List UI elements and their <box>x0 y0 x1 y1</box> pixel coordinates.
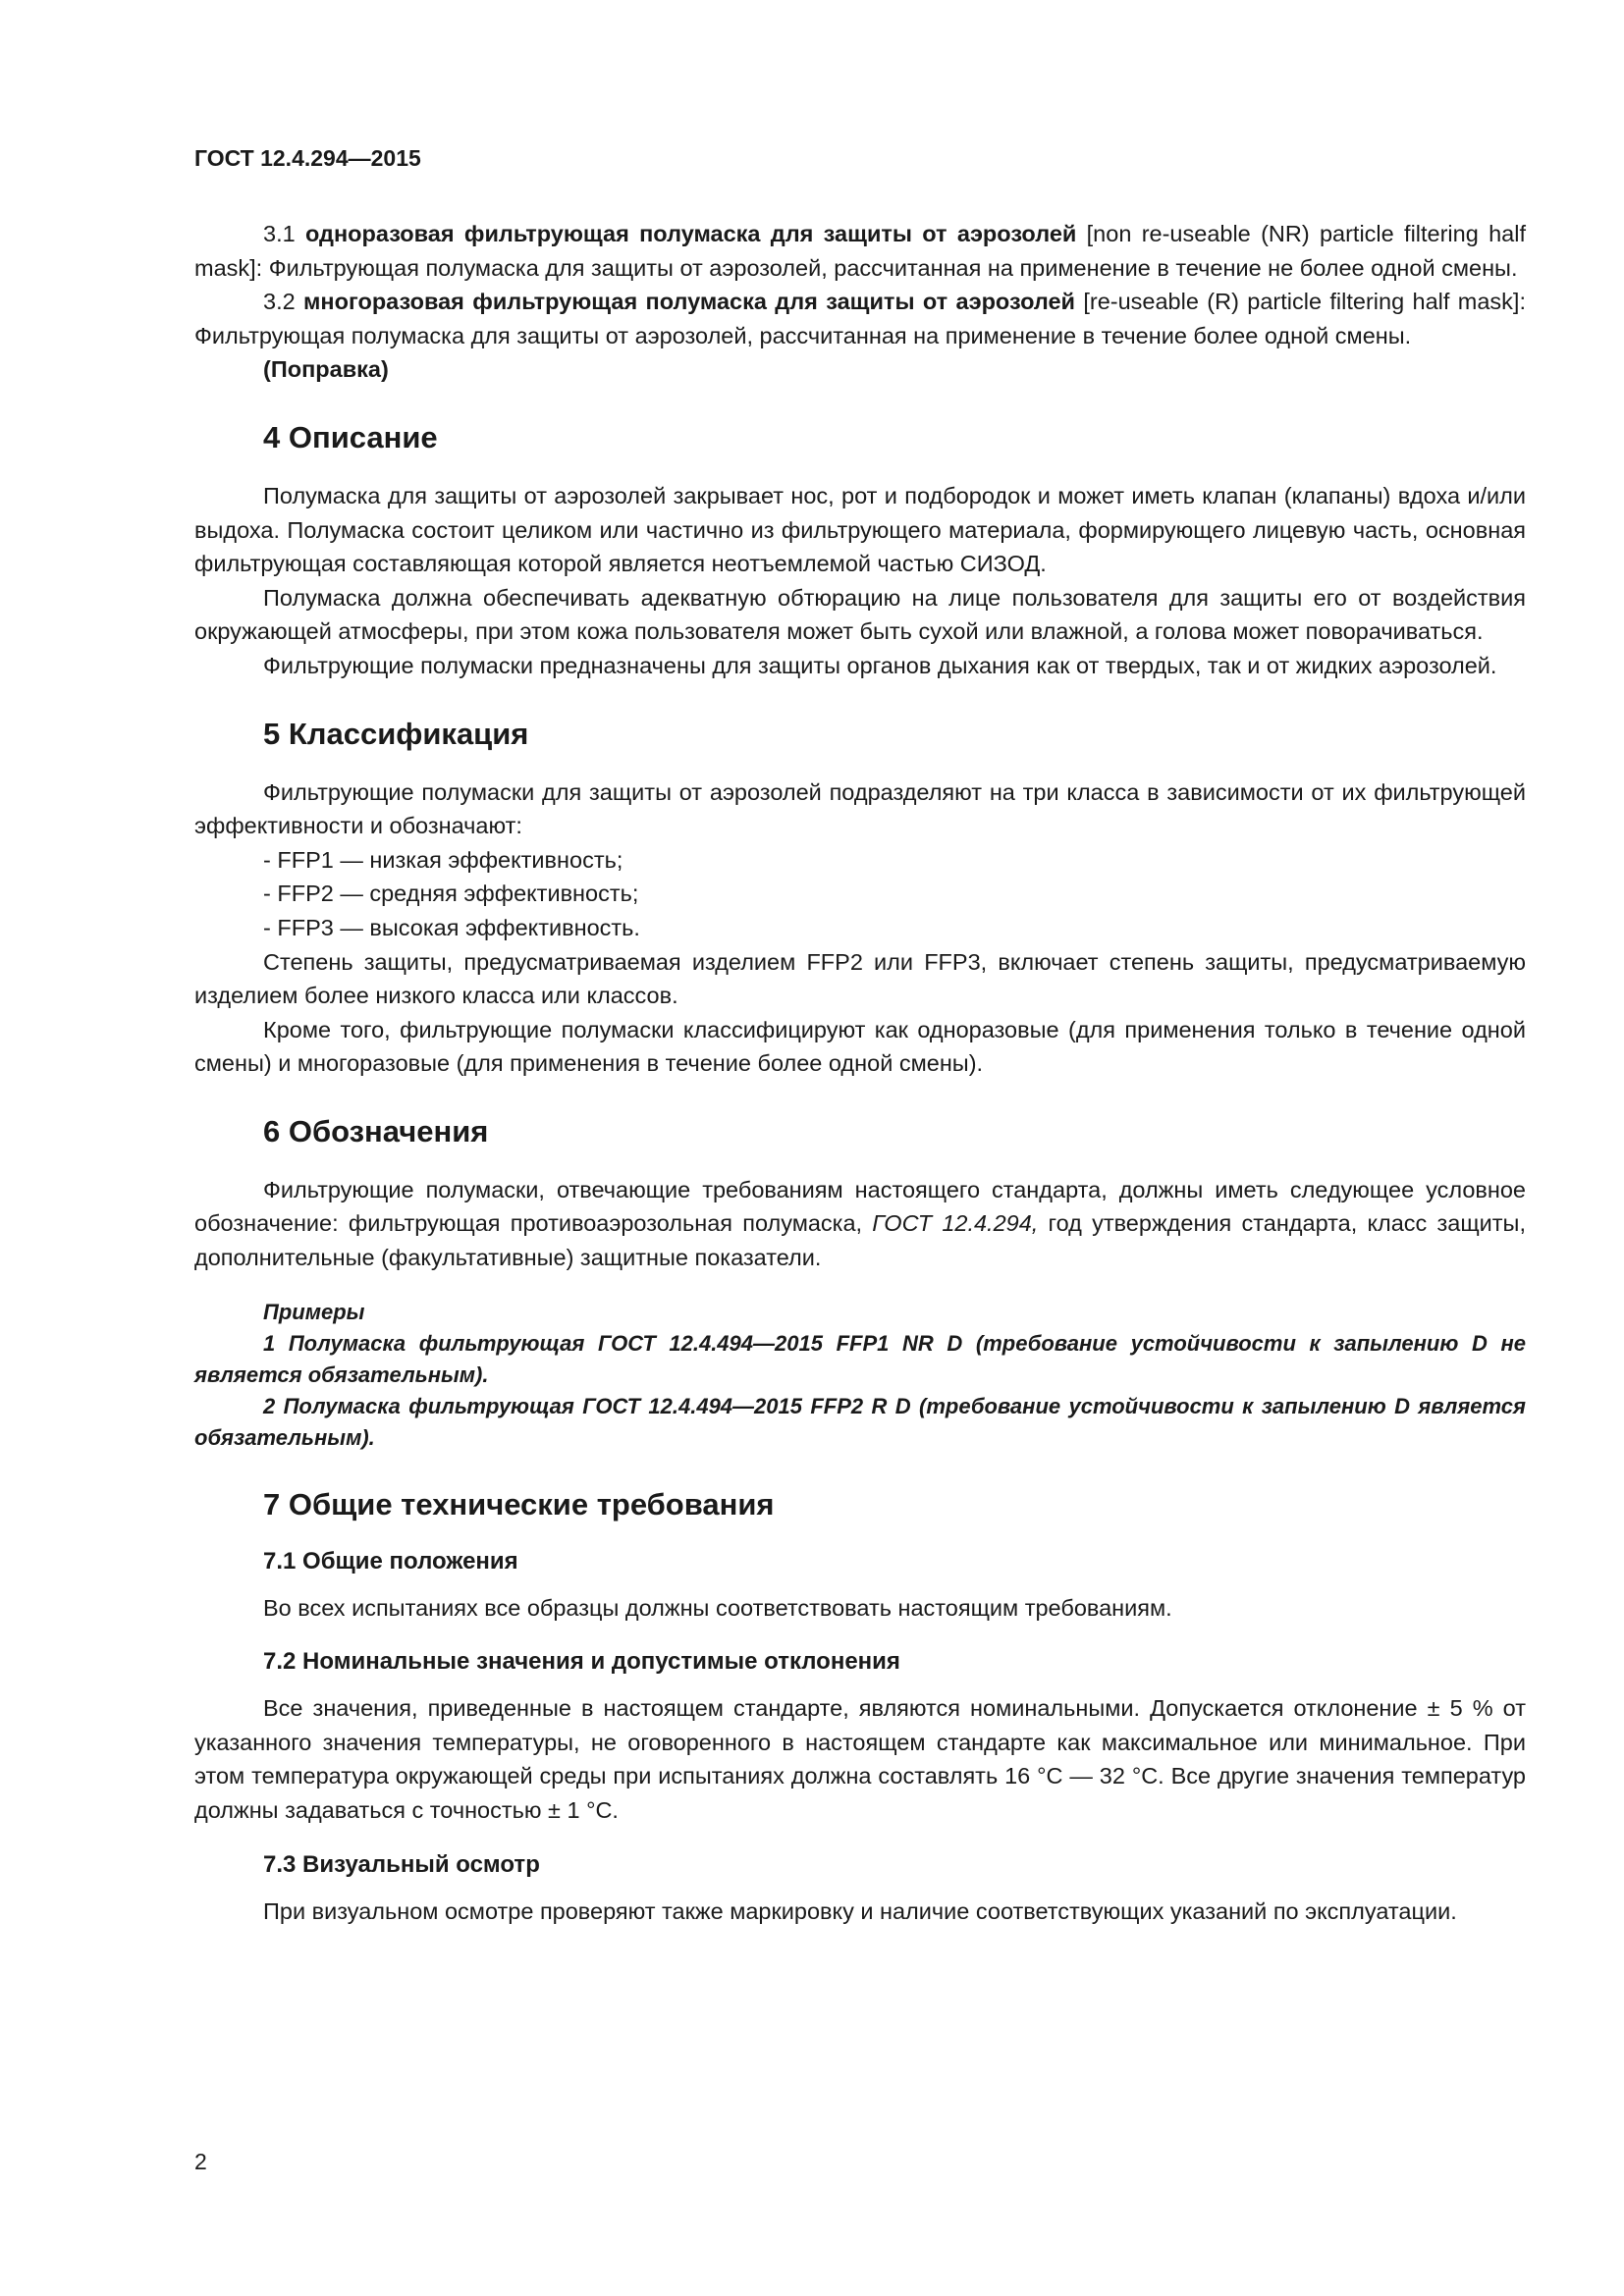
term-bold: одноразовая фильтрующая полумаска для защиты от аэрозолей <box>304 221 1077 246</box>
section-4-paragraph-2: Полумаска должна обеспечивать адекватную обтюрацию на лице пользователя для защиты его от воздействия окружающей атмосферы, при этом кожа пользователя может быть сухой или влажной, а голова может поворачиваться. <box>194 584 1526 645</box>
list-item-ffp3: - FFP3 — высокая эффективность. <box>263 914 640 940</box>
clause-number: 3.2 <box>263 289 304 315</box>
example-2: 2 Полумаска фильтрующая ГОСТ 12.4.494—2015 FFP2 R D (требование устойчивости к запылению D является обязательным). <box>194 1393 1526 1450</box>
example-1: 1 Полумаска фильтрующая ГОСТ 12.4.494—2015 FFP1 NR D (требование устойчивости к запылению D не является обязательным). <box>194 1330 1526 1387</box>
clause-number: 3.1 <box>263 221 305 246</box>
section-4-title: 4 Описание <box>263 419 438 454</box>
subsection-7-3-paragraph: При визуальном осмотре проверяют также маркировку и наличие соответствующих указаний по эксплуатации. <box>263 1897 1457 1924</box>
section-4-paragraph-1: Полумаска для защиты от аэрозолей закрывает нос, рот и подбородок и может иметь клапан (клапаны) вдоха и/или выдоха. Полумаска состоит целиком или частично из фильтрующего материала, формирующего лицевую часть, основная фильтрующая составляющая которой является неотъемлемой частью СИЗОД. <box>194 482 1526 577</box>
section-6-title: 6 Обозначения <box>263 1113 489 1148</box>
section-5-paragraph-3: Кроме того, фильтрующие полумаски классифицируют как одноразовые (для применения только в течение одной смены) и многоразовые (для применения в течение более одной смены). <box>194 1016 1526 1077</box>
subsection-7-1-title: 7.1 Общие положения <box>263 1547 518 1575</box>
page-number: 2 <box>194 2149 207 2174</box>
clause-text: [non re-useable (NR) particle filtering half mask]: Фильтрующая полумаска для защиты от аэрозолей, рассчитанная на применение в течение не более одной смены. <box>194 221 1526 281</box>
standard-reference: ГОСТ 12.4.294, <box>872 1210 1039 1237</box>
term-bold: многоразовая фильтрующая полумаска для защиты от аэрозолей <box>303 289 1075 315</box>
list-item-ffp1: - FFP1 — низкая эффективность; <box>263 846 623 873</box>
document-code-header: ГОСТ 12.4.294—2015 <box>194 145 421 171</box>
section-5-paragraph-2: Степень защиты, предусматриваемая изделием FFP2 или FFP3, включает степень защиты, предусматриваемую изделием более низкого класса или классов. <box>194 948 1526 1009</box>
examples-block <box>194 1297 1526 1454</box>
subsection-7-2-title: 7.2 Номинальные значения и допустимые отклонения <box>263 1648 900 1676</box>
clause-text: [re-useable (R) particle filtering half mask]: Фильтрующая полумаска для защиты от аэрозолей, рассчитанная на применение в течение более одной смены. <box>194 289 1526 348</box>
section-5-title: 5 Классификация <box>263 716 529 751</box>
section-5-paragraph-1: Фильтрующие полумаски для защиты от аэрозолей подразделяют на три класса в зависимости от их фильтрующей эффективности и обозначают: <box>194 778 1526 839</box>
list-item-ffp2: - FFP2 — средняя эффективность; <box>263 881 639 907</box>
designation-text-end: год утверждения стандарта, класс защиты, дополнительные (факультативные) защитные показатели. <box>194 1210 1526 1271</box>
clause-3-1 <box>194 217 1526 285</box>
section-7-title: 7 Общие технические требования <box>263 1486 775 1522</box>
section-6-paragraph-1 <box>194 1173 1526 1275</box>
clause-3-2 <box>194 285 1526 352</box>
subsection-7-1-paragraph: Во всех испытаниях все образцы должны соответствовать настоящим требованиям. <box>263 1594 1172 1621</box>
subsection-7-3-title: 7.3 Визуальный осмотр <box>263 1850 540 1878</box>
document-page <box>194 147 1526 1928</box>
subsection-7-2-paragraph: Все значения, приведенные в настоящем стандарте, являются номинальными. Допускается отклонение ± 5 % от указанного значения температуры, не оговоренного в настоящем стандарте как максимальное или минимальное. При этом температура окружающей среды при испытаниях должна составлять 16 °С — 32 °С. Все другие значения температур должны задаваться с точностью ± 1 °С. <box>194 1695 1526 1824</box>
examples-title: Примеры <box>263 1299 365 1324</box>
designation-text: Фильтрующие полумаски, отвечающие требованиям настоящего стандарта, должны иметь следующее условное обозначение: фильтрующая противоаэрозольная полумаска, <box>194 1176 1526 1237</box>
section-4-paragraph-3: Фильтрующие полумаски предназначены для защиты органов дыхания как от твердых, так и от жидких аэрозолей. <box>263 652 1497 678</box>
correction-note: (Поправка) <box>263 356 389 383</box>
